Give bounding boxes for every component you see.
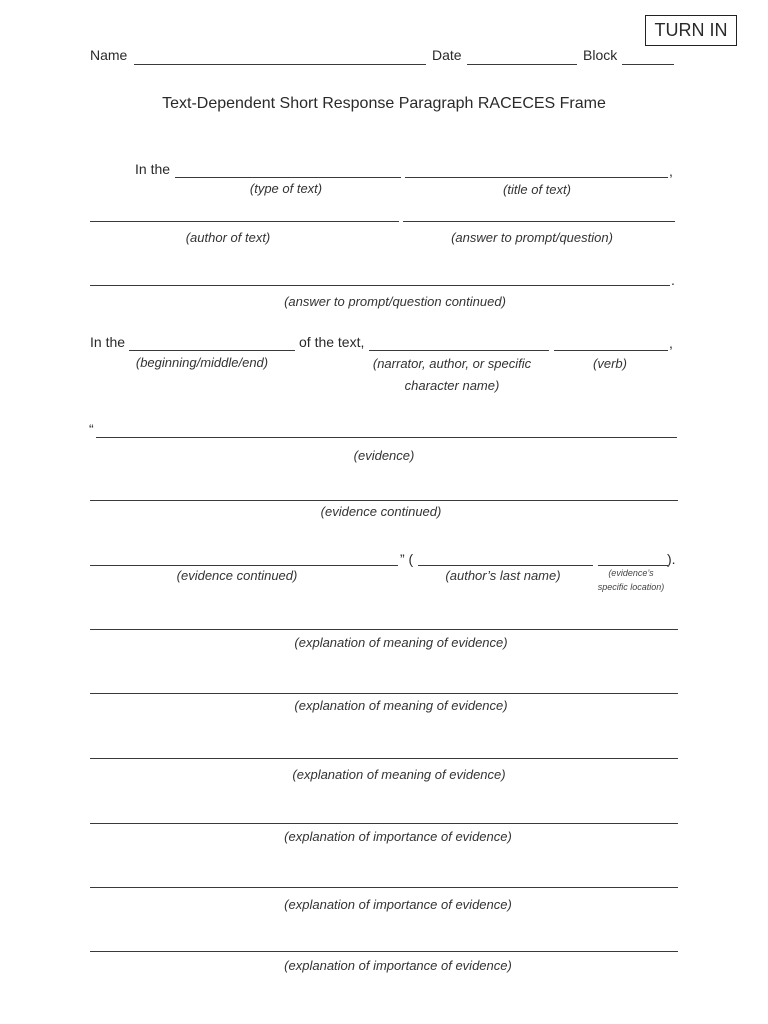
evidence-continued-field[interactable]: [90, 500, 678, 501]
in-the-label-2: In the: [90, 334, 126, 350]
evidence-field[interactable]: [96, 437, 677, 438]
evidence-location-caption-line1: (evidence’s: [608, 568, 654, 578]
beginning-middle-end-field[interactable]: [129, 350, 295, 351]
comma-2: ,: [669, 335, 673, 351]
explanation-meaning-field-1[interactable]: [90, 629, 678, 630]
explanation-importance-field-3[interactable]: [90, 951, 678, 952]
evidence-caption: (evidence): [353, 448, 415, 463]
author-of-text-caption: (author of text): [185, 230, 271, 245]
authors-last-name-field[interactable]: [418, 565, 593, 566]
answer-prompt-continued-field[interactable]: [90, 285, 670, 286]
beginning-middle-end-caption: (beginning/middle/end): [135, 355, 269, 370]
name-field[interactable]: [134, 64, 426, 65]
block-label: Block: [583, 47, 618, 63]
explanation-importance-field-2[interactable]: [90, 887, 678, 888]
evidence-location-field[interactable]: [598, 565, 668, 566]
narrator-field[interactable]: [369, 350, 549, 351]
explanation-meaning-caption-2: (explanation of meaning of evidence): [294, 698, 508, 713]
comma: ,: [669, 163, 673, 179]
explanation-meaning-field-2[interactable]: [90, 693, 678, 694]
name-label: Name: [90, 47, 128, 63]
open-quote: “: [89, 421, 94, 437]
answer-prompt-caption: (answer to prompt/question): [451, 230, 613, 245]
evidence-continued-field-2[interactable]: [90, 565, 398, 566]
explanation-importance-caption-3: (explanation of importance of evidence): [284, 958, 512, 973]
evidence-location-caption-line2: specific location): [597, 582, 665, 592]
title-of-text-field[interactable]: [405, 177, 668, 178]
explanation-meaning-caption-3: (explanation of meaning of evidence): [292, 767, 506, 782]
of-the-text-label: of the text,: [299, 334, 365, 350]
evidence-continued-caption: (evidence continued): [320, 504, 442, 519]
evidence-continued-caption-2: (evidence continued): [176, 568, 298, 583]
type-of-text-caption: (type of text): [249, 181, 323, 196]
authors-last-name-caption: (author’s last name): [445, 568, 561, 583]
explanation-importance-caption-2: (explanation of importance of evidence): [284, 897, 512, 912]
verb-field[interactable]: [554, 350, 668, 351]
in-the-label: In the: [135, 161, 171, 177]
answer-prompt-field[interactable]: [403, 221, 675, 222]
explanation-meaning-field-3[interactable]: [90, 758, 678, 759]
turn-in-button[interactable]: TURN IN: [645, 15, 737, 46]
page-title: Text-Dependent Short Response Paragraph RACECES Frame: [162, 95, 606, 112]
date-field[interactable]: [467, 64, 577, 65]
explanation-meaning-caption-1: (explanation of meaning of evidence): [294, 635, 508, 650]
type-of-text-field[interactable]: [175, 177, 401, 178]
answer-prompt-continued-caption: (answer to prompt/question continued): [284, 294, 506, 309]
close-quote-paren: ” (: [400, 551, 414, 567]
author-of-text-field[interactable]: [90, 221, 399, 222]
explanation-importance-field-1[interactable]: [90, 823, 678, 824]
close-paren-period: ).: [667, 551, 676, 567]
date-label: Date: [432, 47, 462, 63]
block-field[interactable]: [622, 64, 674, 65]
narrator-caption-line1: (narrator, author, or specific: [372, 356, 532, 371]
period: .: [671, 272, 675, 288]
explanation-importance-caption-1: (explanation of importance of evidence): [284, 829, 512, 844]
title-of-text-caption: (title of text): [503, 182, 571, 197]
verb-caption: (verb): [593, 356, 627, 371]
narrator-caption-line2: character name): [404, 378, 500, 393]
